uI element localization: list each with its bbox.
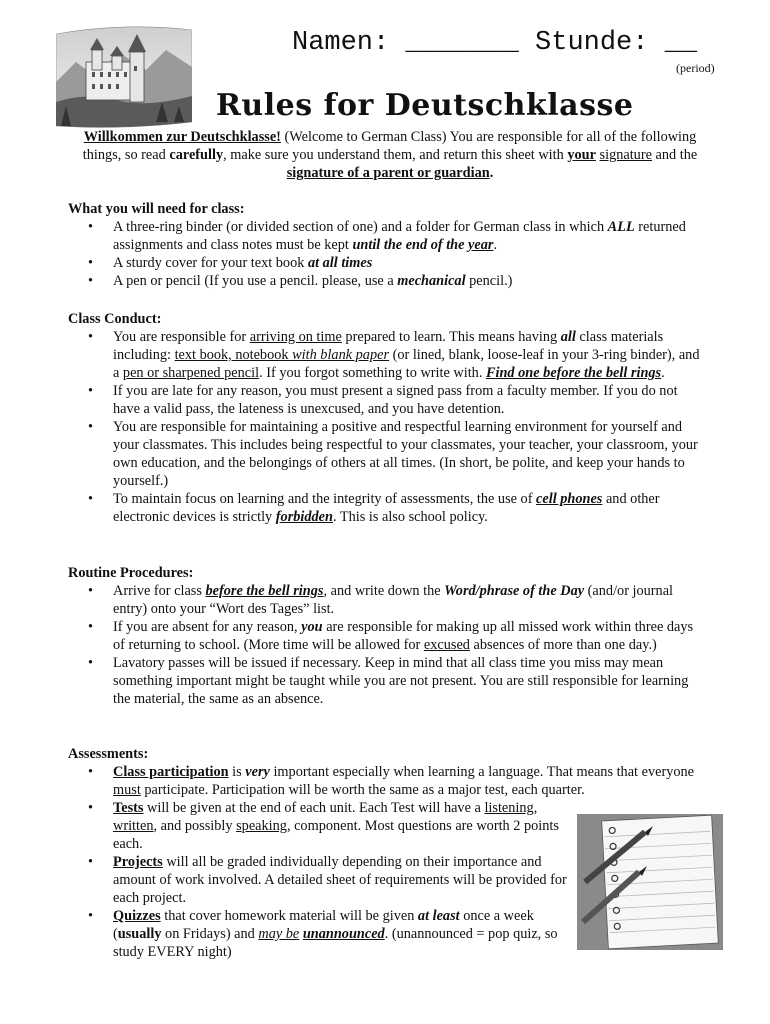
list-item: • A pen or pencil (If you use a pencil. please, use a mechanical pencil.) (113, 272, 708, 290)
list-item: • You are responsible for maintaining a positive and respectful learning environment for yourself and your classmates. This includes being respectful to your classmates, your teacher, your classroom, your own education, and the belongings of others at all times. (In short, be polite, and keep your hands to yourself.) (113, 418, 708, 490)
notebook-pencils-illustration (575, 812, 725, 952)
section-heading: Class Conduct: (68, 311, 162, 327)
period-caption: (period) (676, 61, 715, 75)
section-heading: Assessments: (68, 746, 149, 762)
list-item: • Quizzes that cover homework material will be given at least once a week (usually on Fridays) and may be unannounced. (unannounced = pop quiz, so study EVERY night) (113, 907, 583, 961)
list-item: • Class participation is very important especially when learning a language. That means that everyone must participate. Participation will be worth the same as a major test, each quarter. (113, 763, 708, 799)
list-item: • Lavatory passes will be issued if necessary. Keep in mind that all class time you miss may mean something important might be taught while you are not present. You are still responsible for learning the material, the same as an absence. (113, 654, 708, 708)
section-heading: Routine Procedures: (68, 565, 194, 581)
section-routine (68, 564, 708, 708)
list-item: • A sturdy cover for your text book at all times (113, 254, 708, 272)
welcome-text: Willkommen zur Deutschklasse! (83, 129, 281, 145)
list-item: • Arrive for class before the bell rings, and write down the Word/phrase of the Day (and/or journal entry) onto your “Wort des Tages” list. (113, 582, 708, 618)
stunde-field-label: Stunde: __ (535, 28, 698, 58)
section-heading: What you will need for class: (68, 201, 245, 217)
list-item: • A three-ring binder (or divided section of one) and a folder for German class in which ALL returned assignments and class notes must be kept until the end of the year. (113, 218, 708, 254)
list-item: • If you are late for any reason, you must present a signed pass from a faculty member. If you do not have a valid pass, the lateness is unexcused, and you have detention. (113, 382, 708, 418)
castle-illustration (56, 22, 192, 130)
page-title: Rules for Deutschklasse (216, 88, 634, 123)
name-field-label: Namen: _______ (292, 28, 519, 58)
list-item: • If you are absent for any reason, you are responsible for making up all missed work within three days of returning to school. (More time will be allowed for excused absences of more than one day.) (113, 618, 708, 654)
section-materials (68, 200, 708, 290)
list-item: • You are responsible for arriving on time prepared to learn. This means having all class materials including: text book, notebook with blank paper (or lined, blank, loose-leaf in your 3-ring binder), and a pen or sharpened pencil. If you forgot something to write with. Find one before the bell rings. (113, 328, 708, 382)
intro-paragraph: Willkommen zur Deutschklasse! (Welcome to German Class) You are responsible for all of the following things, so read carefully, make sure you understand them, and return this sheet with your signature and the signature of a parent or guardian. (82, 129, 698, 181)
list-item: • Tests will be given at the end of each unit. Each Test will have a listening, written, and possibly speaking, component. Most questions are worth 2 points each. (113, 799, 583, 853)
list-item: • To maintain focus on learning and the integrity of assessments, the use of cell phones and other electronic devices is strictly forbidden. This is also school policy. (113, 490, 708, 526)
name-stunde-line (292, 28, 697, 58)
list-item: • Projects will all be graded individually depending on their importance and amount of work involved. A detailed sheet of requirements will be provided for each project. (113, 853, 583, 907)
section-conduct (68, 310, 708, 526)
